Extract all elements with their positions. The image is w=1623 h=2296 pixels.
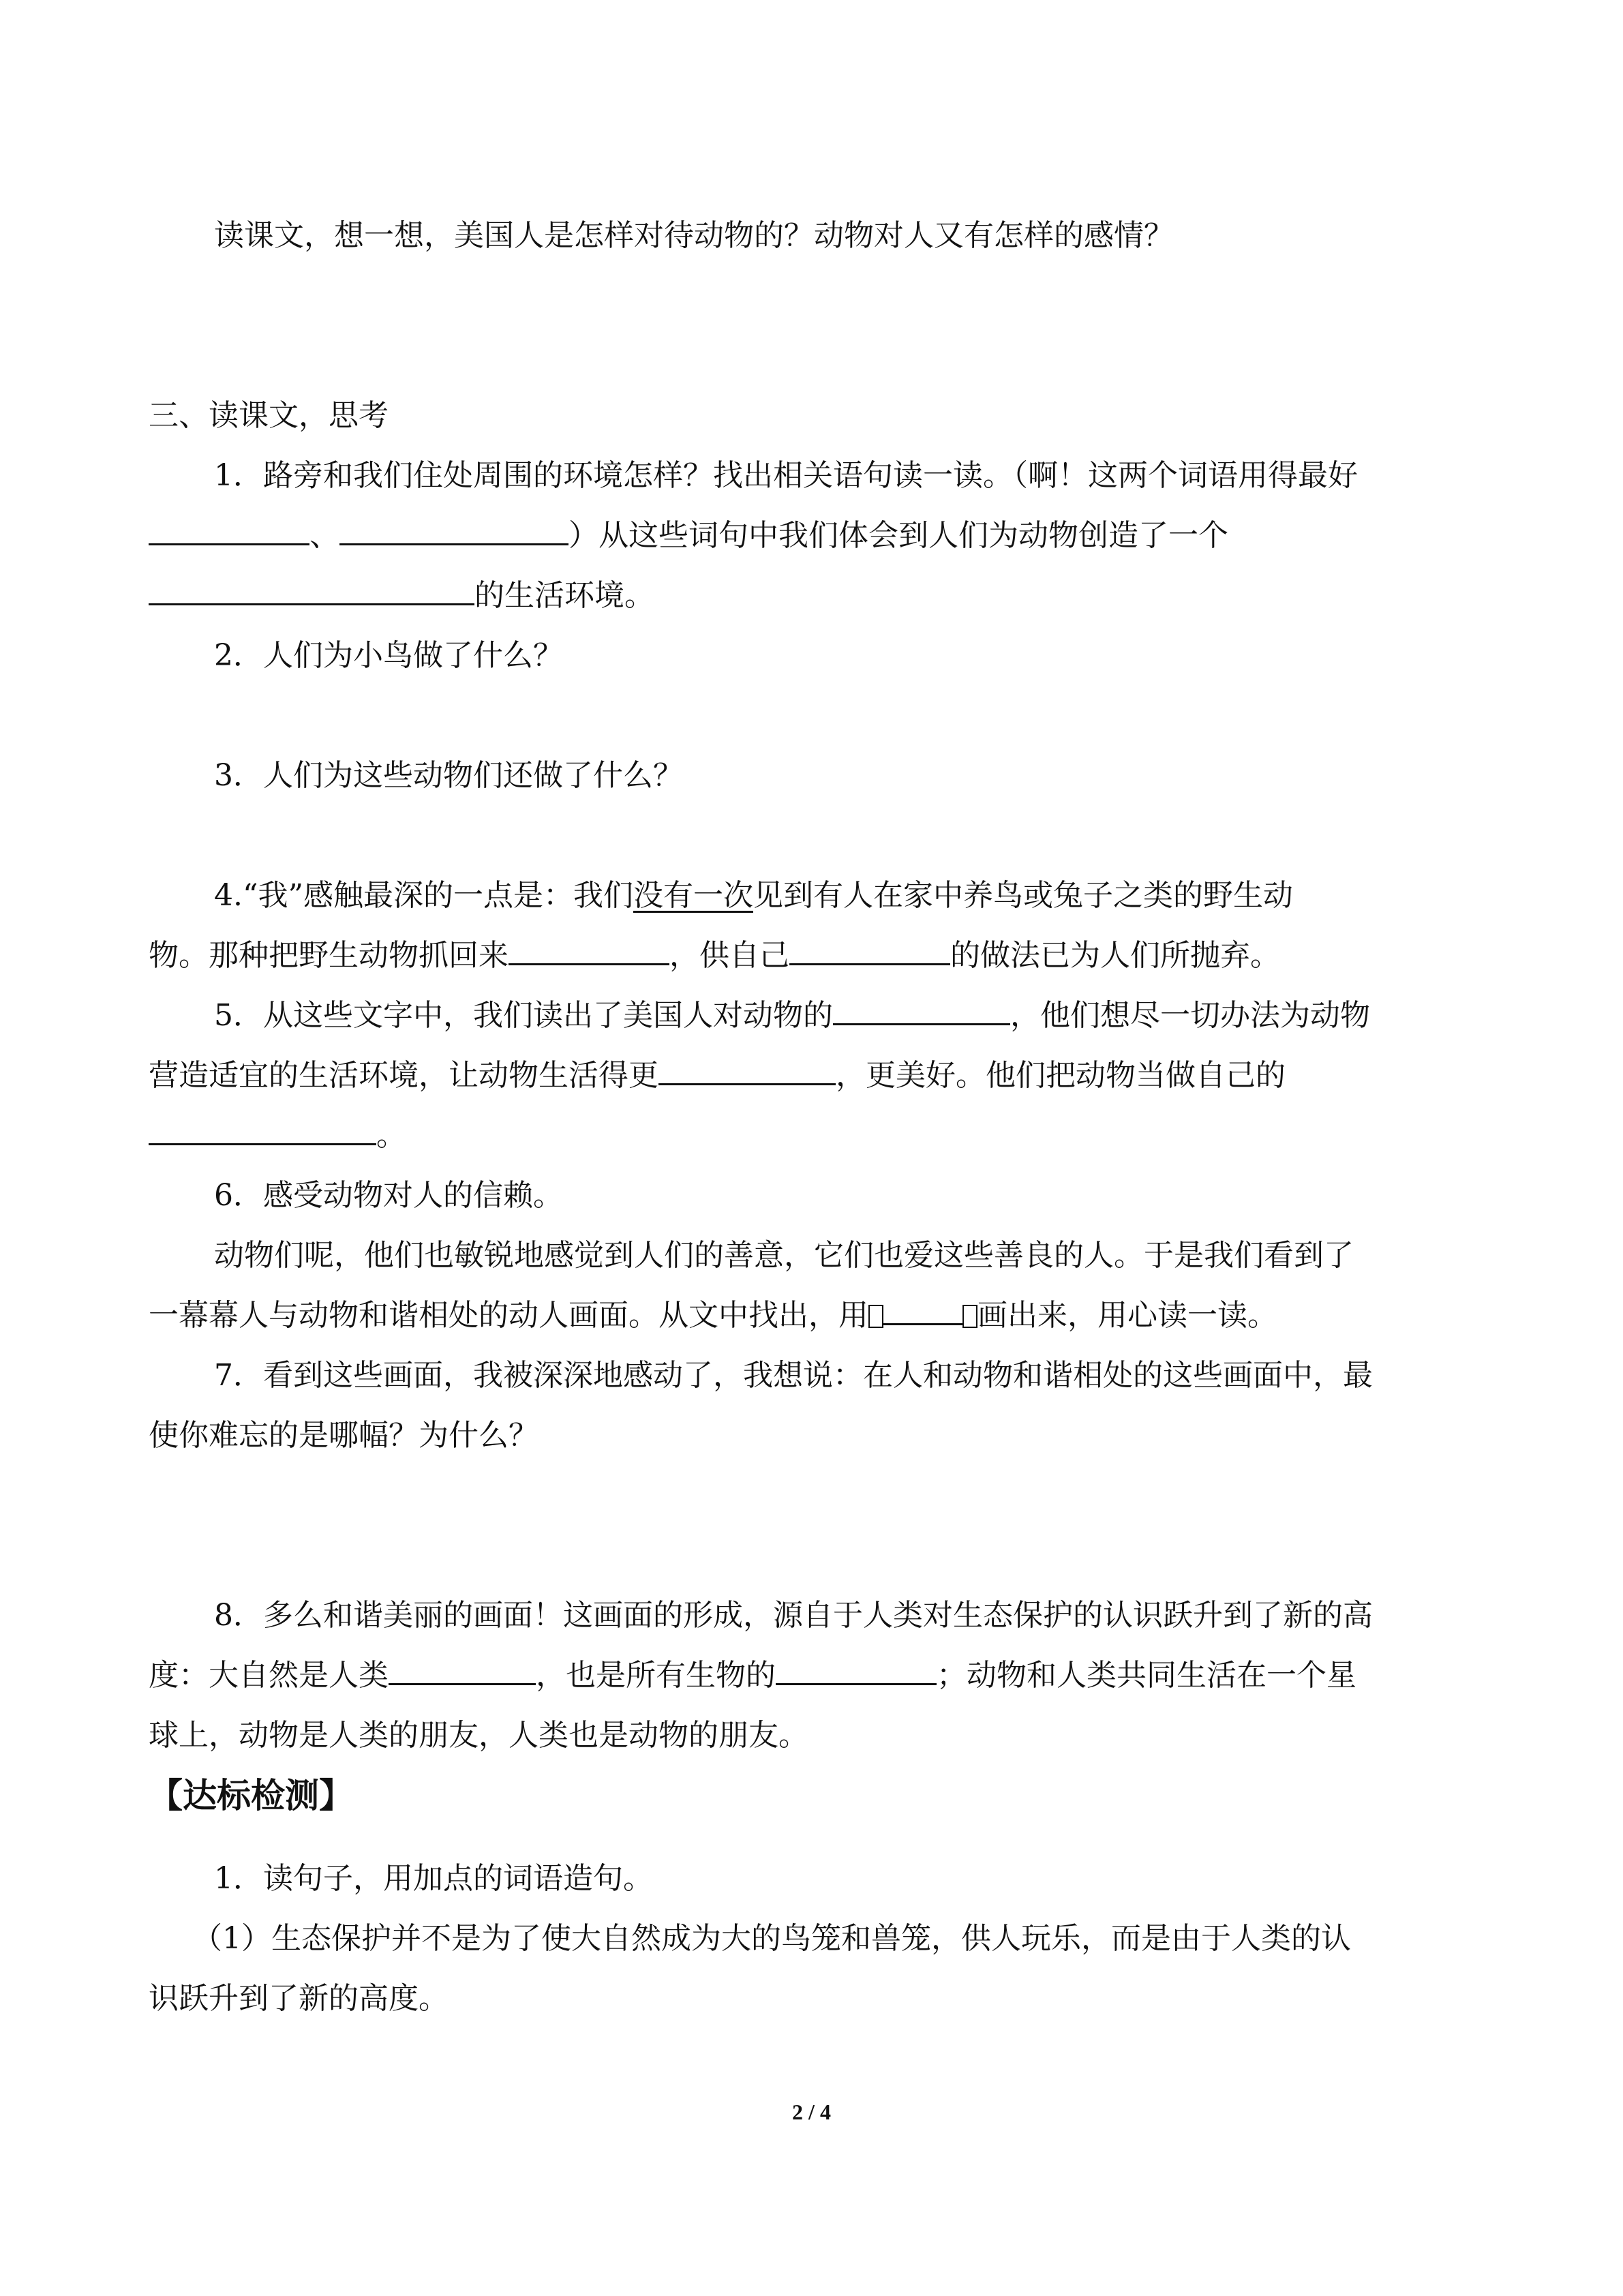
section3-heading: 三、读课文，思考 — [149, 398, 389, 433]
q1-line2 — [149, 506, 1474, 566]
q8-text-1: 度：大自然是人类 — [149, 1658, 389, 1693]
q5-blank-2[interactable] — [658, 1049, 836, 1085]
wavy-line-start-marker — [868, 1305, 883, 1328]
q8-blank-2[interactable] — [776, 1649, 937, 1685]
page-number: 2 / 4 — [792, 2100, 831, 2124]
q5-text-5: 。 — [376, 1118, 406, 1153]
q1-line3 — [149, 566, 1474, 626]
q8-blank-1[interactable] — [389, 1649, 536, 1685]
intro-question: 读课文，想一想，美国人是怎样对待动物的？动物对人又有怎样的感情？ — [214, 218, 1174, 253]
q5-blank-3[interactable] — [149, 1109, 376, 1145]
wavy-line-end-marker — [962, 1305, 977, 1328]
q5-blank-1[interactable] — [833, 989, 1010, 1025]
q4-text-2: 见到有人在家中养鸟或兔子之类的野生动 — [753, 878, 1293, 913]
q6-para2 — [149, 1286, 1474, 1346]
q1-blank-1[interactable] — [149, 509, 309, 545]
q5-line3 — [149, 1106, 1474, 1166]
q6-title: 6．感受动物对人的信赖。 — [214, 1178, 563, 1213]
q5-line2 — [149, 1046, 1474, 1106]
q1-text-3: 的生活环境。 — [474, 578, 654, 613]
q6-text-2: 画出来，用心读一读。 — [977, 1298, 1277, 1333]
q4-text-5: 的做法已为人们所抛弃。 — [950, 938, 1280, 973]
q5-text-3: 营造适宜的生活环境，让动物生活得更 — [149, 1058, 658, 1093]
q5-line1 — [149, 986, 1474, 1046]
assessment-heading: 【达标检测】 — [149, 1775, 353, 1815]
q8-text-2: ，也是所有生物的 — [536, 1658, 776, 1693]
q5-text-2: ，他们想尽一切办法为动物 — [1010, 998, 1370, 1033]
q4-text-1: 4.“我”感触最深的一点是：我们 — [214, 878, 633, 913]
q7-line2: 使你难忘的是哪幅？为什么？ — [149, 1418, 539, 1453]
q6-wavy-line-sample — [883, 1289, 962, 1325]
q6-text-1: 一幕幕人与动物和谐相处的动人画面。从文中找出，用 — [149, 1298, 868, 1333]
q8-text-3: ；动物和人类共同生活在一个星 — [937, 1658, 1356, 1693]
q8-line3: 球上，动物是人类的朋友，人类也是动物的朋友。 — [149, 1718, 808, 1753]
q8-line1: 8．多么和谐美丽的画面！这画面的形成，源自于人类对生态保护的认识跃升到了新的高 — [214, 1598, 1373, 1633]
assessment-q1: 1．读句子，用加点的词语造句。 — [214, 1861, 653, 1896]
q5-text-4: ，更美好。他们把动物当做自己的 — [836, 1058, 1286, 1093]
q6-para1: 动物们呢，他们也敏锐地感觉到人们的善意，它们也爱这些善良的人。于是我们看到了 — [214, 1238, 1354, 1273]
q4-text-3: 物。那种把野生动物抓回来 — [149, 938, 509, 973]
assessment-q1-1-line2: 识跃升到了新的高度。 — [149, 1981, 449, 2016]
q1-line1 — [149, 446, 1474, 506]
q1-sep: 、 — [309, 518, 339, 553]
assessment-q1-1-line1: （1）生态保护并不是为了使大自然成为大的鸟笼和兽笼，供人玩乐，而是由于人类的认 — [192, 1921, 1351, 1956]
q1-text-2: ）从这些词句中我们体会到人们为动物创造了一个 — [568, 518, 1228, 553]
q4-line2 — [149, 926, 1474, 986]
q7-line1: 7．看到这些画面，我被深深地感动了，我想说：在人和动物和谐相处的这些画面中，最 — [214, 1358, 1373, 1393]
q4-underlined: 没有一次 — [633, 878, 753, 913]
q1-text-1: 1．路旁和我们住处周围的环境怎样？找出相关语句读一读。（啊！这两个词语用得最好 — [214, 458, 1358, 493]
q8-line2 — [149, 1646, 1474, 1706]
q4-line1 — [149, 866, 1474, 926]
q5-text-1: 5．从这些文字中，我们读出了美国人对动物的 — [214, 998, 833, 1033]
q4-blank-1[interactable] — [509, 929, 669, 965]
q1-blank-3[interactable] — [149, 569, 474, 605]
q2: 2．人们为小鸟做了什么？ — [214, 638, 563, 673]
q3: 3．人们为这些动物们还做了什么？ — [214, 758, 683, 793]
q4-text-4: ，供自己 — [669, 938, 789, 973]
q4-blank-2[interactable] — [789, 929, 950, 965]
q1-blank-2[interactable] — [339, 509, 568, 545]
